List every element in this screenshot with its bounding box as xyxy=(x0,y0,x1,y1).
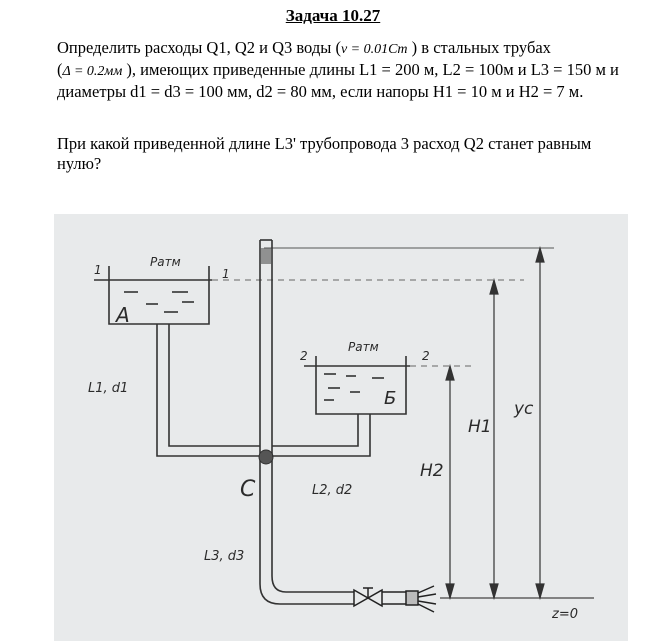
problem-question: При какой приведенной длине L3' трубопровода 3 расход Q2 станет равным нулю? xyxy=(57,134,592,173)
statement-text-2: ) в стальных трубах xyxy=(411,38,551,57)
hydraulic-scheme-sketch xyxy=(54,214,628,641)
statement-text-3: ( xyxy=(57,60,63,79)
level-2-left-label: 2 xyxy=(300,349,308,363)
viscosity-formula: ν = 0.01Cm xyxy=(340,42,408,57)
h2-label: H2 xyxy=(420,461,444,481)
level-1-right-label: 1 xyxy=(222,267,230,281)
tank-a-label: А xyxy=(116,303,130,327)
level-1-left-label: 1 xyxy=(94,263,102,277)
tank-b-label: Б xyxy=(384,388,397,409)
problem-statement xyxy=(57,38,627,102)
tank-b-caption: Ратм xyxy=(348,340,379,354)
h1-label: H1 xyxy=(468,417,492,437)
roughness-formula: Δ = 0.2мм xyxy=(62,64,123,79)
pipe-2-label: L2, d2 xyxy=(312,483,353,498)
yc-label: yc xyxy=(514,399,534,419)
statement-text-1: Определить расходы Q1, Q2 и Q3 воды ( xyxy=(57,38,341,57)
datum-label: z=0 xyxy=(552,607,578,622)
statement-text-4: ), имеющих приведенные длины L1 = 200 м, L2 = 100м и L3 = 150 м и диаметры d1 = d3 = 100 мм, d2 = 80 мм, если напоры H1 = 10 м и H2 = 7 м. xyxy=(57,60,619,101)
diagram-photo xyxy=(54,214,628,641)
tank-a-caption: Ратм xyxy=(150,255,181,269)
pipe-3-label: L3, d3 xyxy=(204,549,245,564)
node-c xyxy=(259,450,273,464)
pipe-1-label: L1, d1 xyxy=(88,381,129,396)
node-c-label: C xyxy=(240,477,256,502)
pipe-3-top-fill xyxy=(261,248,271,264)
task-title: Задача 10.27 xyxy=(285,6,381,25)
level-2-right-label: 2 xyxy=(422,349,430,363)
